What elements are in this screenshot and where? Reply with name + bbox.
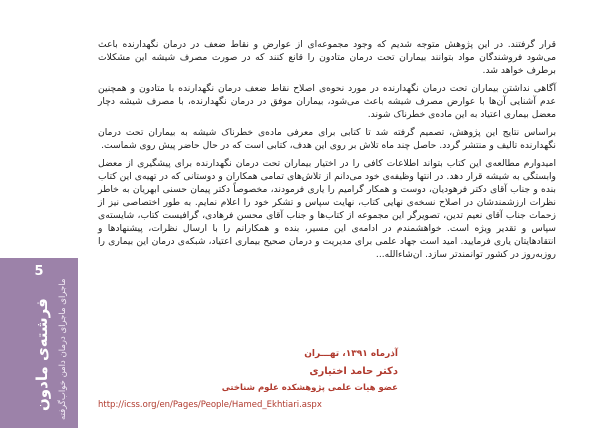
paragraph: قرار گرفتند. در این پژوهش متوجه شدیم که وجود مجموعه‌ای از عوارض و نقاط ضعف در درمان نگهدارنده باعث می‌شود فروشندگان مواد بتوانند بیماران تحت درمان متادون را قانع کنند که در صورت مصرف شیشه این مشکلات برطرف خواهد شد. [98, 39, 556, 76]
author-url-link[interactable]: http://icss.org/en/Pages/People/Hamed_Ekhtiari.aspx [98, 400, 322, 410]
paragraph: آگاهی نداشتن بیماران تحت درمان نگهدارنده در مورد نحوه‌ی اصلاح نقاط ضعف درمان نگهدارنده با متادون و همچنین عدم آشنایی آن‌ها با عوارض مصرف شیشه باعث می‌شود، بیماران موفق در درمان نگهدارنده، با مصرف شیشه دچار معضل بیماری اعتیاد به این ماده‌ی خطرناک شوند. [98, 83, 556, 120]
paragraph: امیدوارم مطالعه‌ی این کتاب بتواند اطلاعات کافی را در اختیار بیماران تحت درمان نگهدارنده برای پیشگیری از معضل وابستگی به شیشه قرار دهد. در انتها وظیفه‌ی خود می‌دانم از تلاش‌های تمامی همکاران و دوستانی که در تهیه‌ی این کتاب بنده و جناب آقای دکتر فرهودیان، دوست و همکار گرامیم را یاری فرمودند، مخصوصاً دکتر پیمان حسنی ابهریان به خاطر نظرات ارزشمندشان در اصلاح نسخه‌ی نهایی کتاب، نهایت سپاس و تشکر خود را اعلام نمایم. به طور اختصاصی نیز از زحمات جناب آقای نعیم تدین، تصویرگر این مجموعه از کتاب‌ها و جناب آقای محسن فرهادی، گرافیست کتاب، شایسته‌ی سپاس و تقدیر ویژه است. خواهشمندم در ادامه‌ی این مسیر، بنده و همکارانم را با ارسال نظرات، پیشنهادها و انتقادهایتان یاری فرمایید. امید است جهاد علمی برای مدیریت و درمان صحیح بیماری اعتیاد، شبکه‌ی درمان این بیماری را روزبه‌روز در کشور توانمندتر سازد. ان‌شاءالله... [98, 158, 556, 260]
page-number: 5 [34, 264, 44, 279]
paragraph: براساس نتایج این پژوهش، تصمیم گرفته شد تا کتابی برای معرفی ماده‌ی خطرناک شیشه به بیماران تحت درمان نگهدارنده تالیف و منتشر گردد. حاصل چند ماه تلاش بر روی این هدف، کتابی است که در حال حاضر پیش روی شماست. [98, 127, 556, 151]
signature-date: آذرماه ۱۳۹۱، تهـــران [304, 349, 398, 359]
section-title: فرشته‌ی مادون [33, 298, 51, 412]
body-text [98, 38, 556, 266]
sidebar [0, 0, 78, 428]
signature-block [98, 346, 398, 414]
author-affiliation: عضو هیات علمی پژوهشکده علوم شناختی [221, 383, 398, 393]
author-name: دکتر حامد اختیاری [309, 366, 398, 377]
section-subtitle: ماجرای ماجرای درمان دامن خواب‌گرفته [58, 278, 68, 420]
